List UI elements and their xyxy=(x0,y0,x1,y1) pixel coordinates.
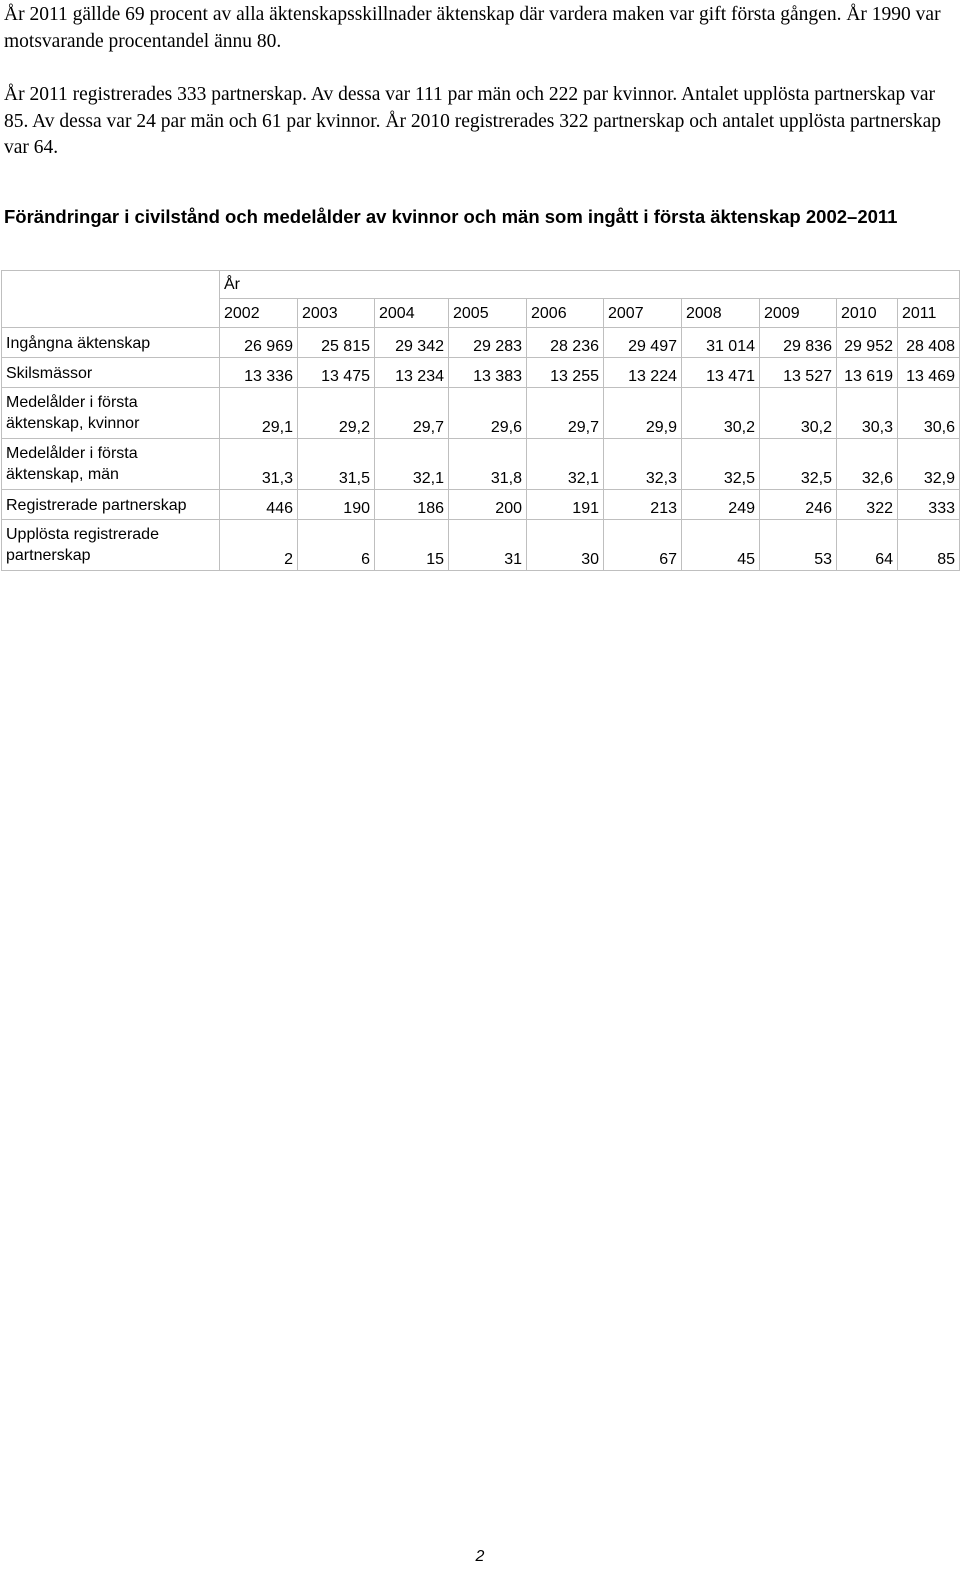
table-cell: 31 014 xyxy=(682,328,760,358)
table-corner-cell xyxy=(2,271,220,328)
table-cell: 31,5 xyxy=(298,439,375,490)
table-cell: 13 475 xyxy=(298,358,375,388)
table-cell: 191 xyxy=(527,490,604,520)
table-cell: 249 xyxy=(682,490,760,520)
year-header-cell: 2005 xyxy=(449,299,527,328)
table-cell: 29,6 xyxy=(449,388,527,439)
table-title: Förändringar i civilstånd och medelålder av kvinnor och män som ingått i första äktenskap 2002–2011 xyxy=(4,206,898,227)
table-cell: 29 836 xyxy=(760,328,837,358)
intro-paragraph-divorce: År 2011 gällde 69 procent av alla äktenskapsskillnader äktenskap där vardera maken var gift första gången. År 1990 var motsvarande procentandel ännu 80. xyxy=(4,4,941,52)
table-cell: 29,2 xyxy=(298,388,375,439)
table-cell: 29 952 xyxy=(837,328,898,358)
table-cell: 446 xyxy=(220,490,298,520)
table-cell: 32,1 xyxy=(375,439,449,490)
year-header-cell: 2002 xyxy=(220,299,298,328)
year-header-cell: 2008 xyxy=(682,299,760,328)
table-row xyxy=(2,358,960,388)
year-header-cell: 2011 xyxy=(898,299,960,328)
intro-paragraph-partnership: År 2011 registrerades 333 partnerskap. Av dessa var 111 par män och 222 par kvinnor. Antalet upplösta partnerskap var 85. Av dessa var 24 par män och 61 par kvinnor. År 2010 registrerades 322 partnerskap och antalet upplösta partnerskap var 64. xyxy=(4,84,941,158)
table-cell: 29,7 xyxy=(527,388,604,439)
year-header-cell: 2003 xyxy=(298,299,375,328)
table-row xyxy=(2,490,960,520)
row-label: Skilsmässor xyxy=(2,358,220,388)
table-cell: 32,5 xyxy=(760,439,837,490)
table-cell: 85 xyxy=(898,520,960,571)
table-cell: 30,2 xyxy=(760,388,837,439)
table-cell: 333 xyxy=(898,490,960,520)
year-header-cell: 2010 xyxy=(837,299,898,328)
table-cell: 45 xyxy=(682,520,760,571)
table-body xyxy=(2,328,960,571)
row-label: Medelålder i första äktenskap, män xyxy=(2,439,220,490)
table-cell: 213 xyxy=(604,490,682,520)
table-cell: 32,5 xyxy=(682,439,760,490)
row-label: Registrerade partnerskap xyxy=(2,490,220,520)
table-cell: 322 xyxy=(837,490,898,520)
table-cell: 186 xyxy=(375,490,449,520)
table-cell: 67 xyxy=(604,520,682,571)
statistics-table xyxy=(1,270,960,571)
table-cell: 200 xyxy=(449,490,527,520)
table-row xyxy=(2,439,960,490)
table-cell: 32,9 xyxy=(898,439,960,490)
table-cell: 6 xyxy=(298,520,375,571)
year-header-cell: 2007 xyxy=(604,299,682,328)
year-header-cell: 2009 xyxy=(760,299,837,328)
table-cell: 26 969 xyxy=(220,328,298,358)
table-cell: 30,6 xyxy=(898,388,960,439)
table-cell: 13 383 xyxy=(449,358,527,388)
table-cell: 28 408 xyxy=(898,328,960,358)
table-cell: 29 497 xyxy=(604,328,682,358)
year-group-header: År xyxy=(220,271,960,299)
table-cell: 30,3 xyxy=(837,388,898,439)
table-row xyxy=(2,520,960,571)
row-label: Ingångna äktenskap xyxy=(2,328,220,358)
table-cell: 29,1 xyxy=(220,388,298,439)
table-cell: 13 619 xyxy=(837,358,898,388)
table-cell: 29,9 xyxy=(604,388,682,439)
table-cell: 13 255 xyxy=(527,358,604,388)
page-number: 2 xyxy=(475,1548,485,1565)
table-cell: 13 336 xyxy=(220,358,298,388)
table-cell: 32,3 xyxy=(604,439,682,490)
table-cell: 190 xyxy=(298,490,375,520)
table-cell: 13 224 xyxy=(604,358,682,388)
table-cell: 32,1 xyxy=(527,439,604,490)
table-cell: 32,6 xyxy=(837,439,898,490)
table-cell: 13 234 xyxy=(375,358,449,388)
table-cell: 30 xyxy=(527,520,604,571)
table-cell: 2 xyxy=(220,520,298,571)
table-cell: 29 342 xyxy=(375,328,449,358)
table-cell: 13 471 xyxy=(682,358,760,388)
table-cell: 246 xyxy=(760,490,837,520)
table-cell: 31,8 xyxy=(449,439,527,490)
year-header-cell: 2006 xyxy=(527,299,604,328)
table-row xyxy=(2,388,960,439)
table-cell: 30,2 xyxy=(682,388,760,439)
table-cell: 64 xyxy=(837,520,898,571)
row-label: Medelålder i första äktenskap, kvinnor xyxy=(2,388,220,439)
table-cell: 25 815 xyxy=(298,328,375,358)
table-cell: 31,3 xyxy=(220,439,298,490)
table-cell: 29 283 xyxy=(449,328,527,358)
table-cell: 31 xyxy=(449,520,527,571)
row-label: Upplösta registrerade partnerskap xyxy=(2,520,220,571)
table-cell: 15 xyxy=(375,520,449,571)
table-cell: 13 527 xyxy=(760,358,837,388)
table-cell: 53 xyxy=(760,520,837,571)
year-header-cell: 2004 xyxy=(375,299,449,328)
table-row xyxy=(2,328,960,358)
table-cell: 29,7 xyxy=(375,388,449,439)
table-cell: 13 469 xyxy=(898,358,960,388)
table-cell: 28 236 xyxy=(527,328,604,358)
